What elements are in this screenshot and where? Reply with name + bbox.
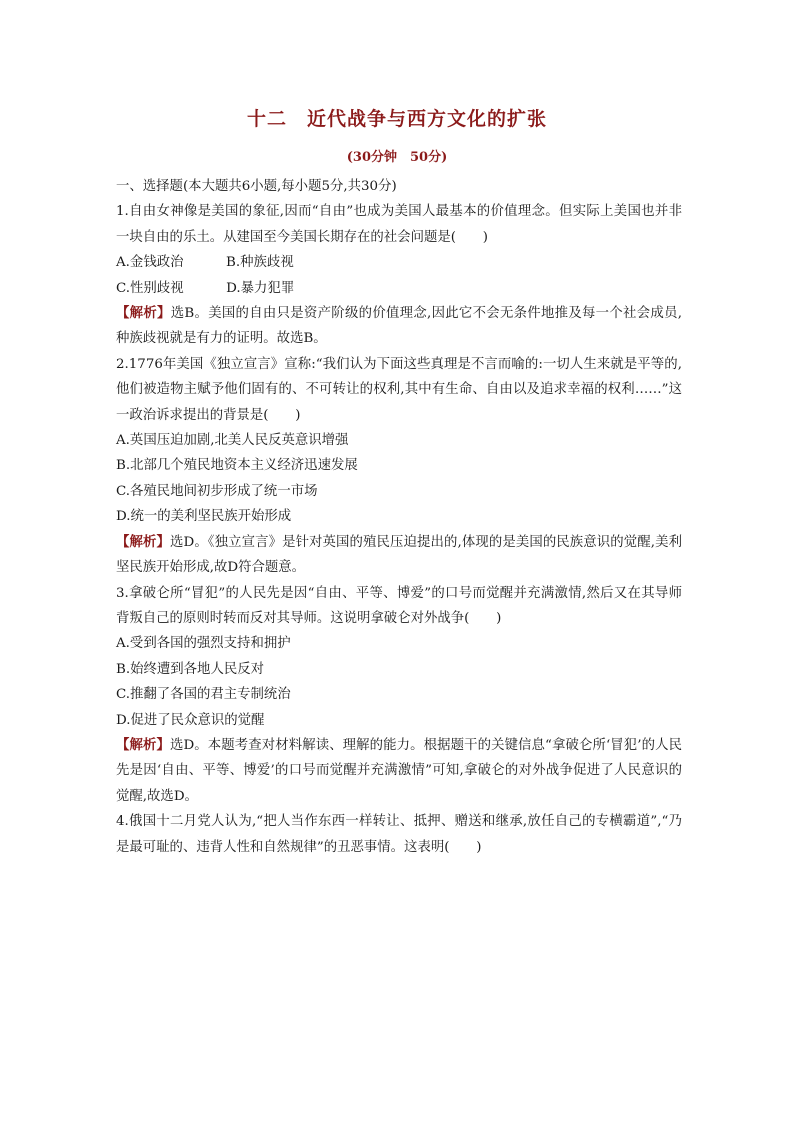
question-2-analysis — [116, 530, 682, 581]
question-4-stem: 4.俄国十二月党人认为,“把人当作东西一样转让、抵押、赠送和继承,放任自己的专横霸道”,“乃是最可耻的、违背人性和自然规律”的丑恶事情。这表明( ) — [116, 814, 682, 855]
analysis-tag: 【解析】 — [116, 305, 171, 322]
question-3-option-b: B.始终遭到各地人民反对 — [116, 661, 265, 677]
section-heading: 一、选择题(本大题共6小题,每小题5分,共30分) — [116, 179, 397, 194]
question-3-stem: 3.拿破仑所“冒犯”的人民先是因“自由、平等、博爱”的口号而觉醒并充满激情,然后又在其导师背叛自己的原则时转而反对其导师。这说明拿破仑对外战争( ) — [116, 585, 682, 626]
page-title: 十二 近代战争与西方文化的扩张 — [246, 108, 547, 130]
question-1-options-row-2: C.性别歧视 D.暴力犯罪 — [116, 280, 295, 296]
question-1-analysis — [116, 301, 682, 352]
question-3-analysis — [116, 733, 682, 809]
question-2-stem: 2.1776年美国《独立宣言》宣称:“我们认为下面这些真理是不言而喻的:一切人生来就是平等的,他们被造物主赋予他们固有的、不可转让的权利,其中有生命、自由以及追求幸福的权利……”这一政治诉求提出的背景是( ) — [116, 356, 682, 423]
page-subtitle: (30分钟 50分) — [346, 150, 448, 165]
document-body — [116, 174, 682, 860]
question-2-option-d: D.统一的美利坚民族开始形成 — [116, 509, 292, 525]
question-2-option-c: C.各殖民地间初步形成了统一市场 — [116, 483, 318, 499]
analysis-text: 选D。本题考查对材料解读、理解的能力。根据题干的关键信息“拿破仑所‘冒犯’的人民先是因‘自由、平等、博爱’的口号而觉醒并充满激情”可知,拿破仑的对外战争促进了人民意识的觉醒,故选D。 — [116, 737, 683, 804]
analysis-tag: 【解析】 — [116, 533, 170, 550]
question-3-option-c: C.推翻了各国的君主专制统治 — [116, 687, 291, 703]
analysis-text: 选D。《独立宣言》是针对英国的殖民压迫提出的,体现的是美国的民族意识的觉醒,美利坚民族开始形成,故D符合题意。 — [116, 534, 683, 576]
question-1-stem: 1.自由女神像是美国的象征,因而“自由”也成为美国人最基本的价值理念。但实际上美国也并非一块自由的乐土。从建国至今美国长期存在的社会问题是( ) — [116, 204, 682, 245]
analysis-text: 选B。美国的自由只是资产阶级的价值理念,因此它不会无条件地推及每一个社会成员,种族歧视就是有力的证明。故选B。 — [116, 306, 683, 347]
question-2-option-b: B.北部几个殖民地资本主义经济迅速发展 — [116, 458, 358, 474]
question-3-option-d: D.促进了民众意识的觉醒 — [116, 712, 265, 728]
question-3-option-a: A.受到各国的强烈支持和拥护 — [116, 636, 291, 652]
question-1-options-row-1: A.金钱政治 B.种族歧视 — [116, 255, 294, 271]
question-2-option-a: A.英国压迫加剧,北美人民反英意识增强 — [116, 433, 349, 449]
analysis-tag: 【解析】 — [116, 736, 170, 753]
